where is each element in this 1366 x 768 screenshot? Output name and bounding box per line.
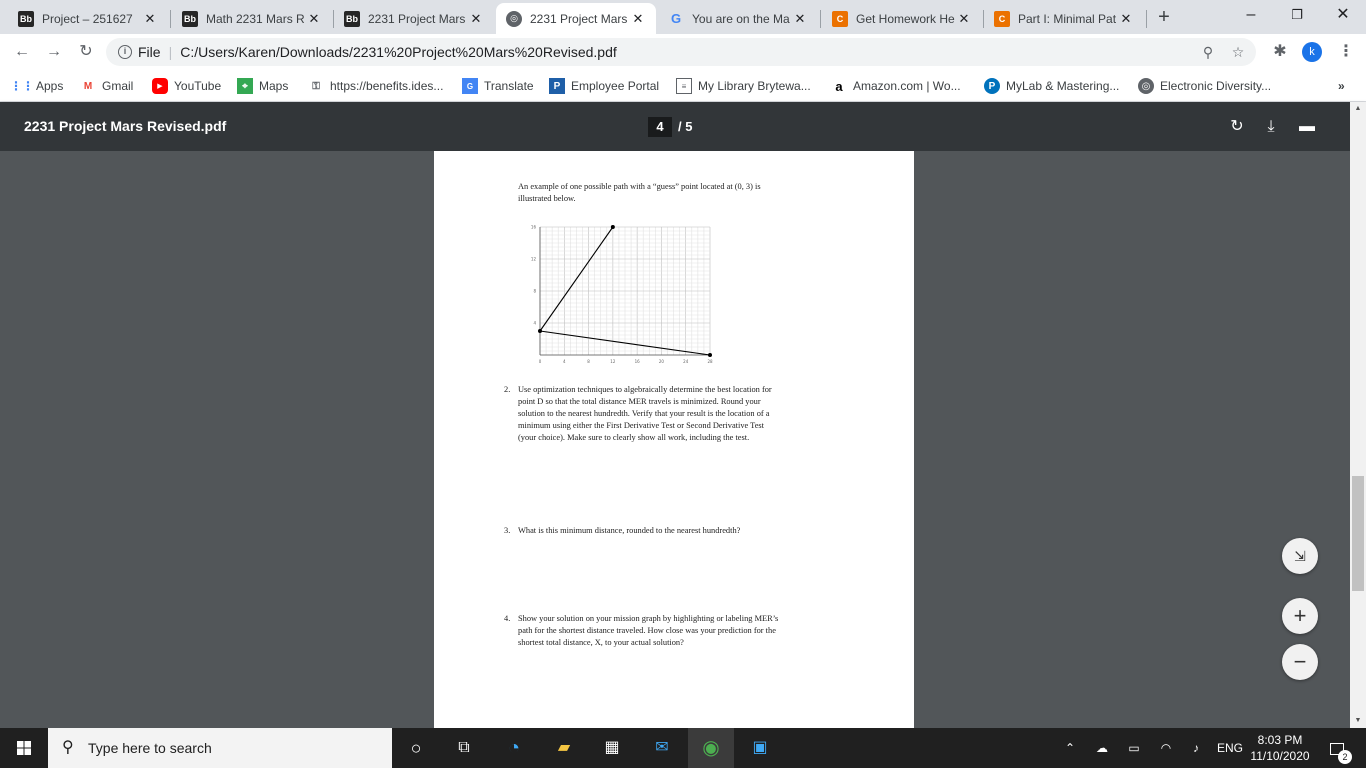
new-tab-button[interactable]: +: [1158, 6, 1170, 28]
x-tick-label: 8: [587, 359, 590, 364]
y-tick-label: 16: [530, 224, 536, 230]
blackboard-icon: Bb: [18, 11, 34, 27]
x-tick-label: 12: [610, 359, 616, 364]
bookmark-label: Amazon.com | Wo...: [853, 79, 961, 93]
document-icon: ≡: [676, 78, 692, 94]
tab-project-251627[interactable]: [8, 3, 168, 34]
edge-icon[interactable]: ◔: [507, 737, 521, 759]
vertical-scrollbar[interactable]: [1350, 102, 1366, 728]
page-number-input[interactable]: 4: [648, 117, 672, 137]
task-view-icon[interactable]: ⧉: [458, 739, 470, 756]
globe-icon: ◎: [1138, 78, 1154, 94]
y-tick-label: 12: [530, 256, 536, 262]
tab-google[interactable]: [658, 3, 818, 34]
page-total: / 5: [678, 119, 693, 134]
action-center-icon[interactable]: [1322, 728, 1352, 768]
tab-2231-project-mars-bb[interactable]: [334, 3, 494, 34]
print-icon[interactable]: ▬: [1299, 118, 1315, 135]
example-path-figure: [526, 221, 730, 367]
search-placeholder: Type here to search: [88, 740, 212, 756]
question-2-line-3: solution to the nearest hundredth. Verify that your result is the location of a: [518, 409, 770, 418]
restore-button[interactable]: ❐: [1291, 7, 1303, 22]
minimize-button[interactable]: –: [1246, 6, 1256, 23]
pdf-page: [434, 151, 914, 728]
maps-icon: ⌖: [237, 78, 253, 94]
amazon-icon: a: [835, 78, 843, 94]
chegg-icon: C: [832, 11, 848, 27]
y-tick-label: 4: [533, 320, 536, 326]
bookmark-mylab[interactable]: [984, 76, 1119, 96]
question-3-number: 3.: [504, 526, 511, 535]
tab-title: 2231 Project Mars: [368, 11, 466, 26]
bookmark-electronic-diversity[interactable]: [1138, 76, 1271, 96]
scheme-label: File: [138, 44, 161, 60]
tab-title: Project – 251627: [42, 11, 133, 26]
question-4-line-1: Show your solution on your mission graph by highlighting or labeling MER’s: [518, 614, 779, 623]
bookmark-benefits-ides[interactable]: [308, 76, 443, 96]
x-tick-label: 0: [538, 359, 542, 364]
address-bar[interactable]: [106, 38, 1256, 66]
question-2-line-2: point D so that the total distance MER travels is minimized. Round your: [518, 397, 761, 406]
tab-title: You are on the Ma: [692, 11, 790, 26]
bookmark-apps[interactable]: [10, 76, 64, 96]
tab-chegg-minimal-path[interactable]: [984, 3, 1144, 34]
start-button[interactable]: [0, 728, 48, 768]
tab-strip: [0, 0, 1366, 34]
info-icon[interactable]: i: [118, 45, 132, 59]
bookmark-star-icon[interactable]: ☆: [1231, 44, 1245, 60]
bookmark-maps[interactable]: [237, 76, 288, 96]
close-icon[interactable]: ✕: [144, 10, 156, 26]
bookmark-label: YouTube: [174, 79, 222, 93]
key-icon: ⚿: [312, 80, 320, 92]
tab-title: Part I: Minimal Pat: [1018, 11, 1117, 26]
zoom-magnifier-icon[interactable]: ⚲: [1202, 44, 1214, 60]
photos-icon[interactable]: ▣: [752, 739, 768, 756]
bookmark-label: https://benefits.ides...: [330, 79, 444, 93]
fit-to-page-button[interactable]: ⇲: [1282, 538, 1318, 574]
windows-taskbar: [0, 728, 1366, 768]
bookmark-employee-portal[interactable]: [549, 76, 659, 96]
onedrive-icon[interactable]: ☁: [1096, 741, 1108, 755]
scrollbar-thumb[interactable]: [1352, 476, 1364, 591]
apps-grid-icon: ⋮⋮: [10, 79, 34, 93]
tab-title: Math 2231 Mars R: [206, 11, 305, 26]
notification-count-badge: 2: [1338, 750, 1352, 764]
bookmark-label: Electronic Diversity...: [1160, 79, 1272, 93]
more-bookmarks-chevron-icon[interactable]: »: [1338, 79, 1345, 93]
chegg-icon: C: [994, 11, 1010, 27]
x-tick-label: 20: [658, 359, 664, 364]
zoom-in-button[interactable]: +: [1282, 598, 1318, 634]
blackboard-icon: Bb: [182, 11, 198, 27]
extensions-puzzle-icon[interactable]: ✱: [1273, 43, 1287, 60]
battery-icon[interactable]: ▭: [1128, 741, 1140, 755]
menu-kebab-icon[interactable]: ⋮: [1338, 43, 1354, 60]
system-clock[interactable]: [1248, 732, 1312, 764]
bookmark-my-library[interactable]: [676, 76, 811, 96]
search-icon: ⚲: [62, 739, 74, 756]
download-icon[interactable]: ⤓: [1267, 118, 1275, 135]
path-point: [611, 225, 615, 229]
portal-p-icon: P: [549, 78, 565, 94]
close-window-button[interactable]: ✕: [1336, 6, 1350, 23]
pdf-toolbar: [0, 102, 1366, 151]
profile-avatar[interactable]: k: [1302, 42, 1322, 62]
youtube-icon: ▶: [152, 78, 168, 94]
bookmark-label: MyLab & Mastering...: [1006, 79, 1120, 93]
blackboard-icon: Bb: [344, 11, 360, 27]
tab-divider: [820, 10, 821, 28]
close-icon[interactable]: ✕: [308, 10, 320, 26]
bookmarks-bar: [0, 70, 1366, 102]
bookmark-translate[interactable]: [462, 76, 534, 96]
tab-title: Get Homework He: [856, 11, 955, 26]
bookmark-label: Gmail: [102, 79, 134, 93]
x-tick-label: 28: [707, 359, 713, 364]
back-arrow-icon[interactable]: ←: [14, 43, 30, 60]
chrome-icon[interactable]: ◉: [688, 728, 734, 768]
question-2-line-5: (your choice). Make sure to clearly show all work, including the test.: [518, 433, 750, 442]
tab-2231-project-mars-active[interactable]: [496, 3, 656, 34]
globe-icon: ◎: [506, 11, 522, 27]
rotate-icon[interactable]: ↻: [1230, 118, 1244, 135]
path-point: [708, 353, 712, 357]
bookmark-gmail[interactable]: [80, 76, 133, 96]
pdf-viewer[interactable]: [0, 151, 1350, 728]
volume-icon[interactable]: ♪: [1193, 741, 1199, 755]
bookmark-youtube[interactable]: [152, 76, 221, 96]
scroll-down-arrow-icon[interactable]: ▼: [1354, 717, 1362, 724]
tab-divider: [1146, 10, 1147, 28]
google-icon: G: [670, 11, 682, 26]
cortana-icon[interactable]: ○: [410, 738, 422, 758]
forward-arrow-icon[interactable]: →: [46, 43, 62, 60]
bookmark-label: My Library Brytewa...: [698, 79, 811, 93]
close-icon[interactable]: ✕: [470, 10, 482, 26]
question-4-line-3: shortest total distance, X, to your actual solution?: [518, 638, 684, 647]
url-text[interactable]: C:/Users/Karen/Downloads/2231%20Project%20Mars%20Revised.pdf: [180, 44, 617, 60]
gmail-icon: M: [83, 80, 93, 92]
question-2-line-4: minimum using either the First Derivative Test or Second Derivative Test: [518, 421, 764, 430]
tab-divider: [170, 10, 171, 28]
question-2-number: 2.: [504, 385, 511, 394]
browser-toolbar: [0, 34, 1366, 70]
bookmark-label: Translate: [484, 79, 534, 93]
taskbar-search-box[interactable]: [48, 728, 392, 768]
question-3-line-1: What is this minimum distance, rounded to the nearest hundredth?: [518, 526, 741, 535]
question-4-number: 4.: [504, 614, 511, 623]
reload-icon[interactable]: ↻: [79, 43, 93, 60]
bookmark-label: Maps: [259, 79, 289, 93]
intro-text-line-2: illustrated below.: [518, 194, 576, 203]
x-tick-label: 24: [683, 359, 689, 364]
language-indicator[interactable]: ENG: [1216, 741, 1243, 755]
x-tick-label: 16: [634, 359, 640, 364]
intro-text-line-1: An example of one possible path with a “guess” point located at (0, 3) is: [518, 182, 761, 191]
tab-title: 2231 Project Mars: [530, 11, 628, 26]
file-explorer-icon[interactable]: ▰: [557, 739, 571, 756]
x-tick-label: 4: [563, 359, 566, 364]
pdf-title: 2231 Project Mars Revised.pdf: [24, 118, 227, 134]
pearson-icon: P: [984, 78, 1000, 94]
wifi-icon[interactable]: ◠: [1160, 741, 1172, 755]
mail-icon[interactable]: ✉: [655, 739, 669, 756]
tab-chegg-homework[interactable]: [822, 3, 982, 34]
clock-time: 8:03 PM: [1257, 733, 1303, 747]
omnibox-divider: |: [168, 44, 173, 60]
translate-icon: G: [462, 78, 478, 94]
bookmark-amazon[interactable]: [831, 76, 961, 96]
question-4-line-2: path for the shortest distance traveled. How close was your prediction for the: [518, 626, 776, 635]
close-icon[interactable]: ✕: [958, 10, 970, 26]
windows-logo-icon: [0, 728, 48, 768]
show-hidden-icons-chevron-icon[interactable]: ⌃: [1064, 741, 1076, 755]
tab-math-2231[interactable]: [172, 3, 332, 34]
close-icon[interactable]: ✕: [632, 10, 644, 26]
bookmark-label: Employee Portal: [571, 79, 660, 93]
scroll-up-arrow-icon[interactable]: ▲: [1354, 105, 1362, 112]
clock-date: 11/10/2020: [1250, 749, 1310, 763]
close-icon[interactable]: ✕: [1120, 10, 1132, 26]
y-tick-label: 8: [533, 288, 536, 294]
close-icon[interactable]: ✕: [794, 10, 806, 26]
path-point: [538, 329, 542, 333]
zoom-out-button[interactable]: −: [1282, 644, 1318, 680]
question-2-line-1: Use optimization techniques to algebraically determine the best location for: [518, 385, 772, 394]
microsoft-store-icon[interactable]: ▦: [604, 739, 620, 756]
bookmark-label: Apps: [36, 79, 64, 93]
